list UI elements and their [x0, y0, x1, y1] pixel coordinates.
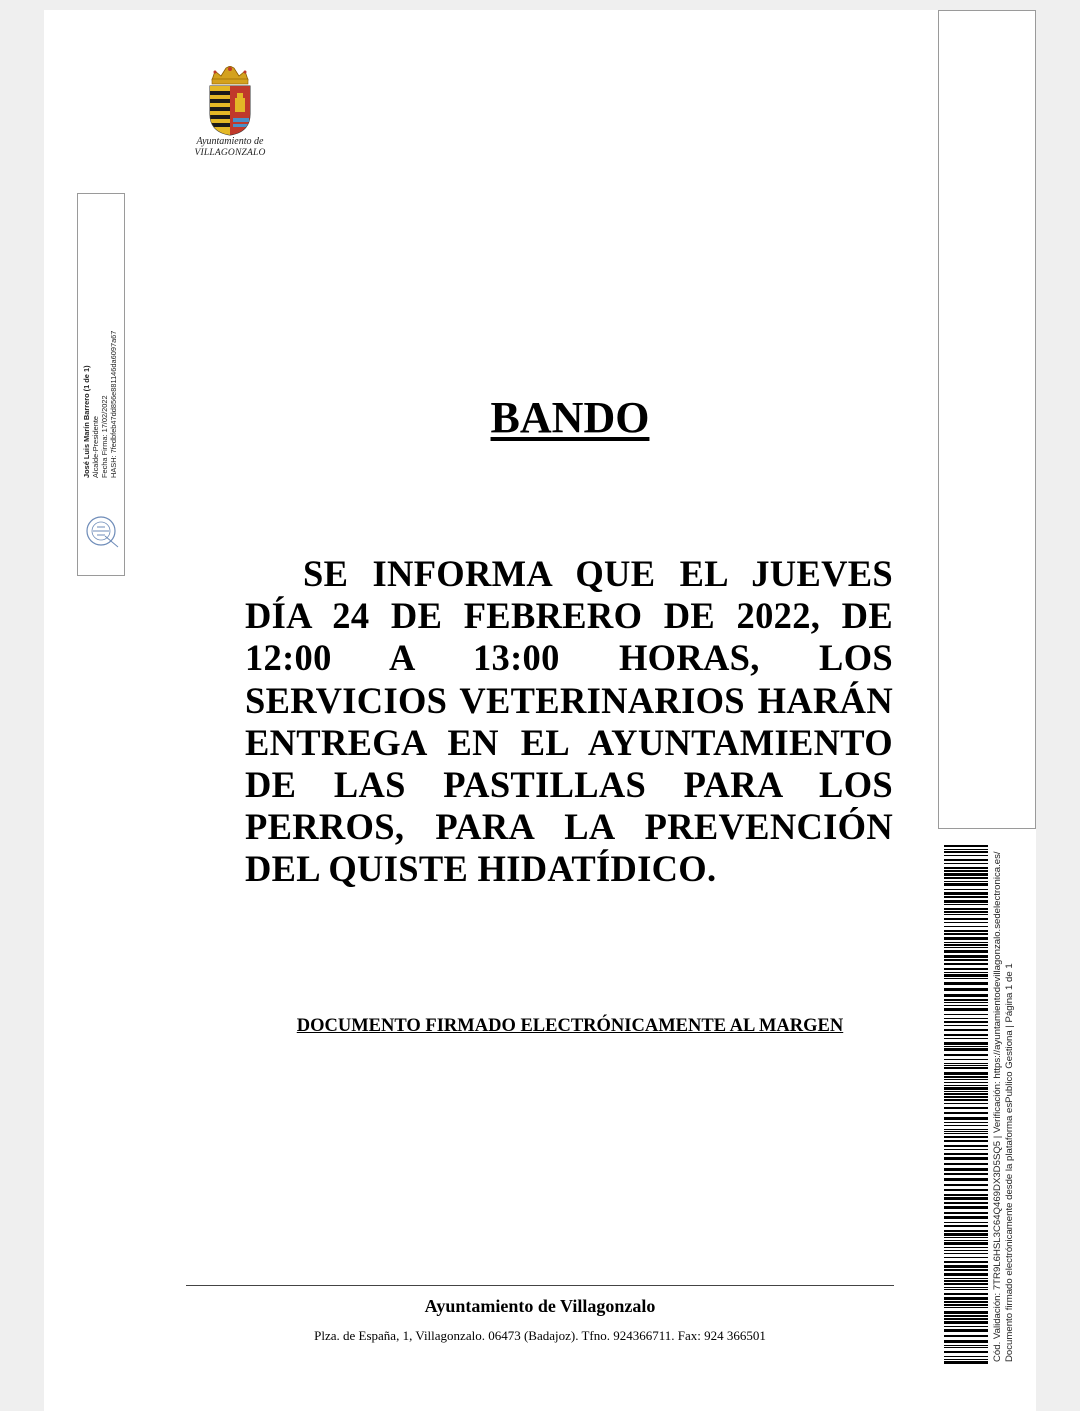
signature-hash: HASH: 7fedbfeb47dd856e881146da6097a67	[109, 330, 118, 478]
document-title: BANDO	[490, 393, 650, 442]
validation-line2: Documento firmado electrónicamente desde la plataforma esPublico Gestiona | Página 1 de 1	[1003, 963, 1015, 1362]
verification-margin-box	[938, 10, 1036, 829]
validation-line1: Cód. Validación: 7TR9L6HSL3C64Q469DX3D5SQ5 | Verificación: https://ayuntamientodevillagonzalo.sedelectronica.es/	[992, 851, 1003, 1362]
logo-text-line2: VILLAGONZALO	[194, 148, 266, 158]
signature-date: Fecha Firma: 17/02/2022	[100, 395, 109, 478]
signature-box	[77, 193, 125, 576]
validation-text	[992, 851, 1015, 1362]
signer-name: José Luis Marín Barrero (1 de 1)	[82, 365, 91, 478]
footer-organization: Ayuntamiento de Villagonzalo	[424, 1296, 656, 1316]
municipal-logo	[183, 66, 277, 162]
barcode-icon	[944, 845, 988, 1365]
footer-address: Plza. de España, 1, Villagonzalo. 06473 (Badajoz). Tfno. 924366711. Fax: 924 366501	[314, 1328, 766, 1343]
signature-text	[82, 331, 118, 478]
signer-role: Alcalde-Presidente	[91, 415, 100, 478]
footer-divider	[186, 1285, 894, 1286]
coat-of-arms-icon	[206, 66, 254, 136]
announcement-body: SE INFORMA QUE EL JUEVES DÍA 24 DE FEBRERO DE 2022, DE 12:00 A 13:00 HORAS, LOS SERVICIOS VETERINARIOS HARÁN ENTREGA EN EL AYUNTAMIENTO DE LAS PASTILLAS PARA LOS PERROS, PARA LA PREVENCIÓN DEL QUISTE HIDATÍDICO.	[245, 553, 893, 890]
signed-electronically-note: DOCUMENTO FIRMADO ELECTRÓNICAMENTE AL MARGEN	[296, 1016, 844, 1036]
signature-seal-icon	[83, 514, 121, 550]
logo-text-line1: Ayuntamiento de	[196, 136, 264, 147]
